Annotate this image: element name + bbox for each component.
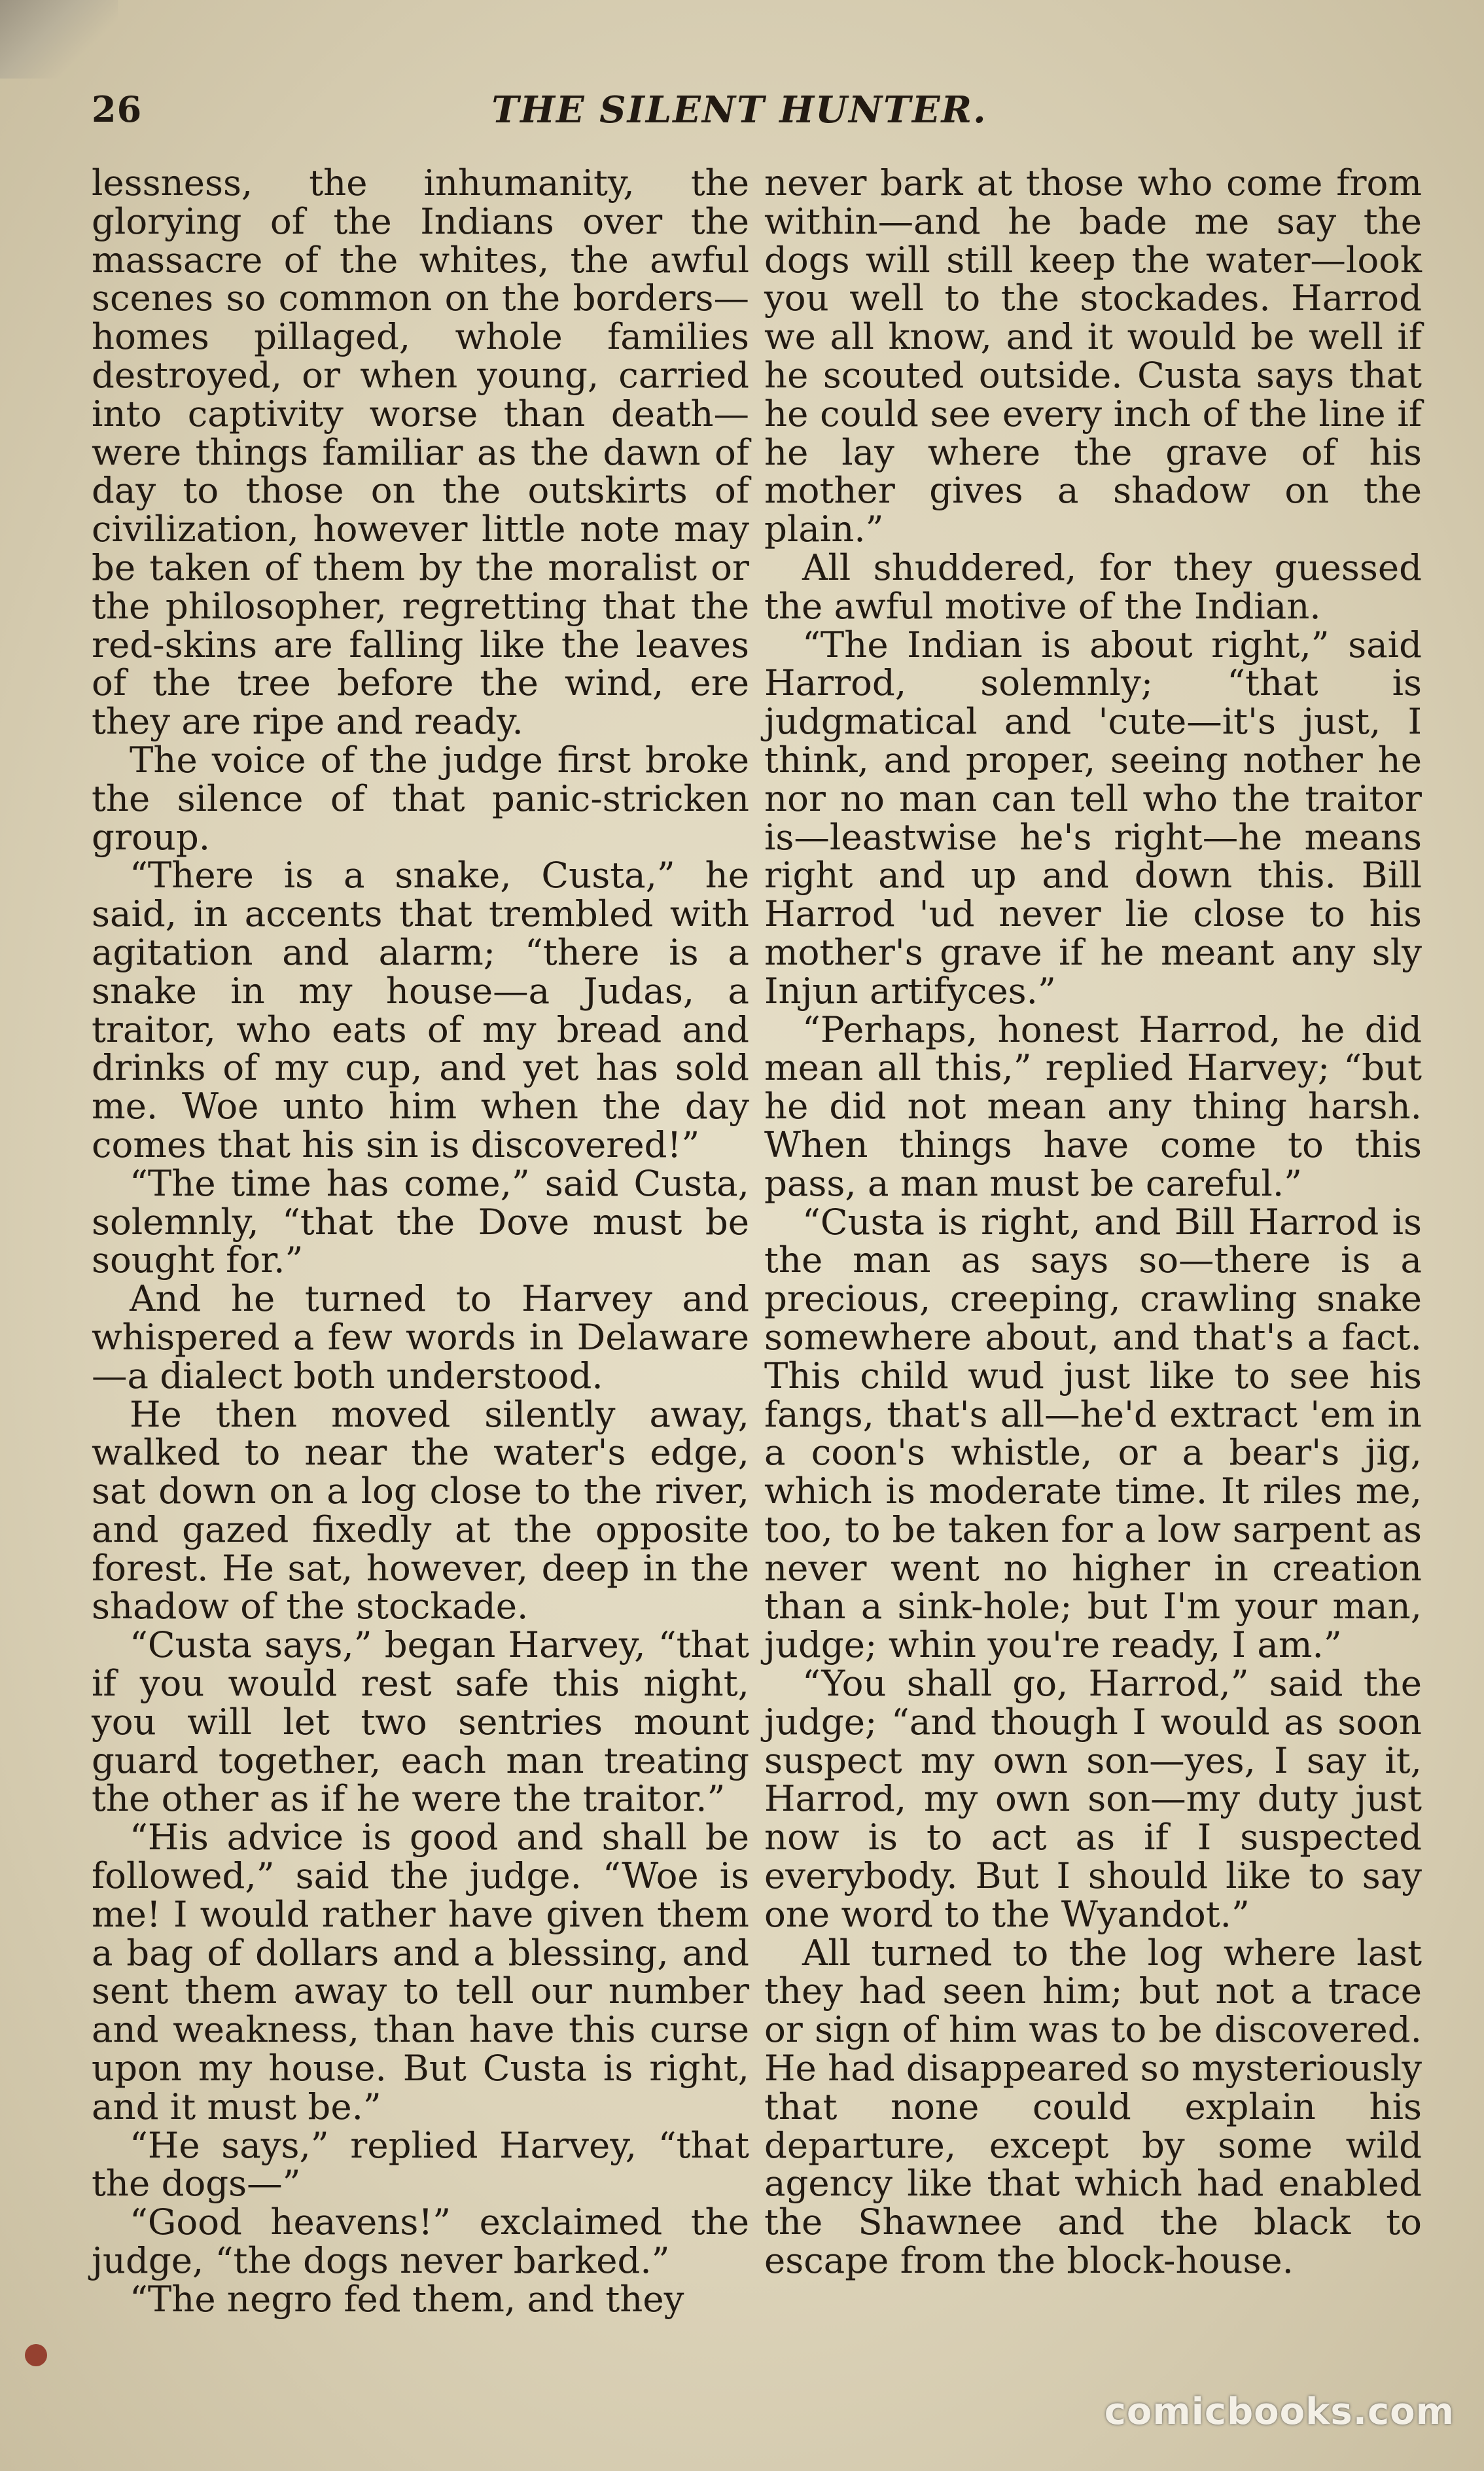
paragraph: “The Indian is about right,” said Harrod, solemnly; “that is judgmatical and 'cute—it's just, I think, and proper, seeing nother he nor no man can tell who the traitor is—leastwise he's right—he means right and up and down this. Bill Harrod 'ud never lie close to his mother's grave if he meant any sly Injun artifyces.” — [764, 623, 1422, 1012]
paragraph: “Perhaps, honest Harrod, he did mean all this,” replied Harvey; “but he did not mean any thing harsh. When things have come to this pass, a man must be careful.” — [764, 1008, 1422, 1204]
paragraph: He then moved silently away, walked to near the water's edge, sat down on a log close to the river, and gazed fixedly at the opposite forest. He sat, however, deep in the shadow of the stockade. — [92, 1393, 749, 1627]
paragraph: “You shall go, Harrod,” said the judge; “and though I would as soon suspect my own son—yes, I say it, Harrod, my own son—my duty just now is to act as if I suspected everybody. But I should like to say one word to the Wyandot.” — [764, 1662, 1422, 1935]
paragraph: never bark at those who come from within—and he bade me say the dogs will still keep the water—look you well to the stockades. Harrod we all know, and it would be well if he scouted outside. Custa says that he could see every inch of the line if he lay where the grave of his mother gives a shadow on the plain.” — [764, 162, 1422, 550]
paragraph: “The time has come,” said Custa, solemnly, “that the Dove must be sought for.” — [92, 1162, 749, 1281]
paragraph: “His advice is good and shall be followed,” said the judge. “Woe is me! I would rather have given them a bag of dollars and a blessing, and sent them away to tell our number and weakness, than have this curse upon my house. But Custa is right, and it must be.” — [92, 1816, 749, 2127]
paragraph: All shuddered, for they guessed the awful motive of the Indian. — [764, 546, 1422, 627]
ink-stain — [25, 2344, 47, 2366]
paragraph: And he turned to Harvey and whispered a few words in Delaware—a dialect both understood. — [92, 1277, 749, 1396]
paragraph: “There is a snake, Custa,” he said, in accents that trembled with agitation and alarm; “there is a snake in my house—a Judas, a traitor, who eats of my bread and drinks of my cup, and yet has sold me. Woe unto him when the day comes that his sin is discovered!” — [92, 854, 749, 1165]
right-column — [764, 164, 1422, 2280]
paragraph: “Good heavens!” exclaimed the judge, “the dogs never barked.” — [92, 2201, 749, 2282]
paragraph: “The negro fed them, and they — [130, 2277, 684, 2320]
paragraph: All turned to the log where last they had seen him; but not a trace or sign of him was to be discovered. He had disappeared so mysteriously that none could explain his departure, except by some wild agency like that which had enabled the Shawnee and the black to escape from the block-house. — [764, 1931, 1422, 2282]
paragraph: “Custa says,” began Harvey, “that if you would rest safe this night, you will let two sentries mount guard together, each man treating the other as if he were the traitor.” — [92, 1624, 749, 1820]
page-number: 26 — [92, 88, 143, 130]
paragraph: lessness, the inhumanity, the glorying of the Indians over the massacre of the whites, the awful scenes so common on the borders—homes pillaged, whole families destroyed, or when young, carried into captivity worse than death—were things familiar as the dawn of day to those on the outskirts of civilization, however little note may be taken of them by the moralist or the philosopher, regretting that the red-skins are falling like the leaves of the tree before the wind, ere they are ripe and ready. — [92, 162, 749, 743]
watermark: comicbooks.com — [1104, 2391, 1455, 2433]
corner-stain — [0, 0, 118, 79]
paragraph: The voice of the judge first broke the silence of that panic-stricken group. — [92, 738, 749, 858]
page-header — [79, 88, 1400, 141]
running-title: THE SILENT HUNTER. — [491, 88, 987, 132]
paragraph: “Custa is right, and Bill Harrod is the man as says so—there is a precious, creeping, crawling snake somewhere about, and that's a fact. This child wud just like to see his fangs, that's all—he'd extract 'em in a coon's whistle, or a bear's jig, which is moderate time. It riles me, too, to be taken for a low sarpent as never went no higher in creation than a sink-hole; but I'm your man, judge; whin you're ready, I am.” — [764, 1200, 1422, 1666]
paragraph: “He says,” replied Harvey, “that the dogs—” — [92, 2124, 749, 2205]
left-column — [92, 164, 749, 2319]
